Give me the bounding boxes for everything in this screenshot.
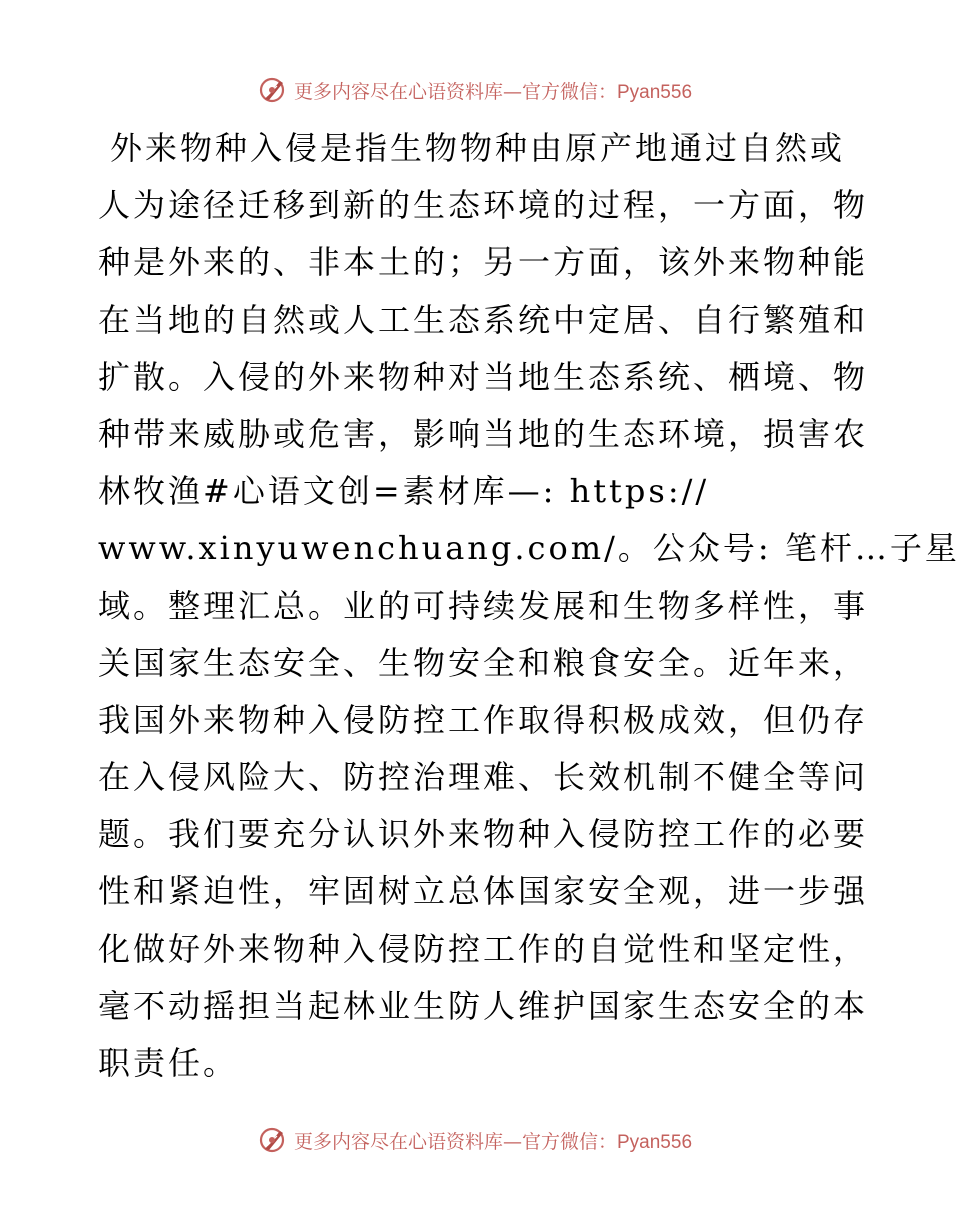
- article-line: 种是外来的、非本土的；另一方面，该外来物种能: [98, 243, 869, 282]
- article-line: 毫不动摇担当起林业生防人维护国家生态安全的本: [98, 986, 869, 1025]
- article-line: 种带来威胁或危害，影响当地的生态环境，损害农: [98, 414, 869, 453]
- article-line: 我国外来物种入侵防控工作取得积极成效，但仍存: [98, 700, 869, 739]
- header-banner-text: 更多内容尽在心语资料库—官方微信：Pyan556: [293, 80, 693, 103]
- article-line: 林牧渔#心语文创=素材库—: https://: [98, 472, 710, 511]
- article-line: 性和紧迫性，牢固树立总体国家安全观，进一步强: [98, 872, 869, 911]
- footer-banner-text: 更多内容尽在心语资料库—官方微信：Pyan556: [293, 1130, 693, 1153]
- article-line: 职责任。: [98, 1044, 239, 1082]
- article-line: www.xinyuwenchuang.com/。公众号: 笔杆…子星: [98, 529, 960, 568]
- article-line: 在当地的自然或人工生态系统中定居、自行繁殖和: [98, 300, 869, 339]
- article-line: 人为途径迁移到新的生态环境的过程，一方面，物: [98, 186, 869, 225]
- article-line: 域。整理汇总。业的可持续发展和生物多样性，事: [98, 586, 869, 625]
- footer-banner-handle: Pyan556: [617, 1131, 693, 1153]
- article-line: 题。我们要充分认识外来物种入侵防控工作的必要: [98, 815, 869, 854]
- quill-circle-icon: [258, 75, 288, 105]
- article-line: 扩散。入侵的外来物种对当地生态系统、栖境、物: [98, 357, 869, 396]
- article-body: [98, 120, 960, 1110]
- article-line: 外来物种入侵是指生物物种由原产地通过自然或: [110, 129, 846, 167]
- header-banner-handle: Pyan556: [617, 81, 693, 103]
- header-banner: [0, 70, 950, 110]
- article-line: 关国家生态安全、生物安全和粮食安全。近年来，: [98, 643, 869, 682]
- quill-circle-icon: [258, 1125, 288, 1155]
- article-line: 在入侵风险大、防控治理难、长效机制不健全等问: [98, 758, 869, 797]
- footer-banner: [0, 1120, 950, 1160]
- article-line: 化做好外来物种入侵防控工作的自觉性和坚定性，: [98, 929, 869, 968]
